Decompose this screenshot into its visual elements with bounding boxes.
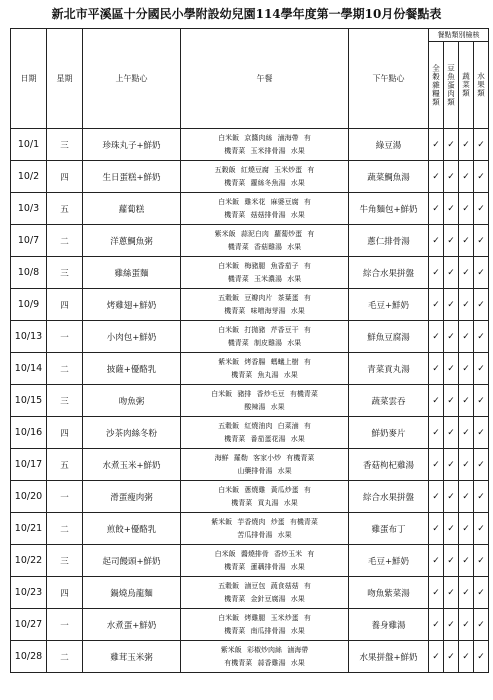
check-protein-mark: ✓: [444, 449, 459, 481]
check-vegetable-mark: ✓: [459, 577, 474, 609]
lunch-cell: [181, 481, 349, 513]
weekday-cell: 三: [47, 545, 83, 577]
check-fruit-mark: ✓: [474, 545, 489, 577]
check-vegetable-mark: ✓: [459, 545, 474, 577]
lunch-cell: [181, 545, 349, 577]
check-protein-mark: ✓: [444, 257, 459, 289]
check-grains-mark: ✓: [429, 353, 444, 385]
check-fruit-mark: ✓: [474, 481, 489, 513]
pm-snack-cell: 毛豆+鮮奶: [349, 289, 429, 321]
check-protein-mark: ✓: [444, 321, 459, 353]
menu-row: [11, 545, 489, 577]
lunch-line: 紫米飯 彩椒炒肉絲 滷海帶: [220, 645, 309, 654]
check-grains-mark: ✓: [429, 257, 444, 289]
check-protein-mark: ✓: [444, 385, 459, 417]
weekday-cell: 一: [47, 609, 83, 641]
lunch-cell: [181, 577, 349, 609]
weekday-cell: 一: [47, 321, 83, 353]
check-vegetable-mark: ✓: [459, 385, 474, 417]
check-grains-mark: ✓: [429, 577, 444, 609]
check-protein-mark: ✓: [444, 193, 459, 225]
pm-snack-cell: 雞蛋布丁: [349, 513, 429, 545]
lunch-cell: [181, 449, 349, 481]
weekday-cell: 三: [47, 257, 83, 289]
date-cell: 10/14: [11, 353, 47, 385]
am-snack-cell: 烤雞翅+鮮奶: [83, 289, 181, 321]
date-cell: 10/8: [11, 257, 47, 289]
weekday-cell: 五: [47, 449, 83, 481]
check-protein-mark: ✓: [444, 577, 459, 609]
lunch-line: 機青菜 蓮藕排骨湯 水果: [224, 562, 305, 571]
date-cell: 10/17: [11, 449, 47, 481]
date-cell: 10/1: [11, 129, 47, 161]
lunch-line: 機青菜 番茄蛋花湯 水果: [224, 434, 305, 443]
lunch-line: 紫米飯 芋香燒肉 炒蛋 有機青菜: [211, 517, 318, 526]
am-snack-cell: 洋蔥鯛魚粥: [83, 225, 181, 257]
check-fruit-mark: ✓: [474, 449, 489, 481]
header-check-vegetable: 蔬菜類: [459, 42, 474, 129]
lunch-line: 機青菜 貢丸湯 水果: [231, 498, 298, 507]
am-snack-cell: 吻魚粥: [83, 385, 181, 417]
am-snack-cell: 蘿蔔糕: [83, 193, 181, 225]
pm-snack-cell: 牛角麵包+鮮奶: [349, 193, 429, 225]
check-fruit-mark: ✓: [474, 225, 489, 257]
page-title: 新北市平溪區十分國民小學附設幼兒園114學年度第一學期10月份餐點表: [51, 7, 442, 21]
check-protein-mark: ✓: [444, 481, 459, 513]
check-grains-mark: ✓: [429, 321, 444, 353]
check-vegetable-mark: ✓: [459, 513, 474, 545]
check-fruit-mark: ✓: [474, 353, 489, 385]
lunch-cell: [181, 225, 349, 257]
header-check-grains: 全穀雜糧類: [429, 42, 444, 129]
check-grains-mark: ✓: [429, 609, 444, 641]
weekday-cell: 四: [47, 289, 83, 321]
pm-snack-cell: 水果拼盤+鮮奶: [349, 641, 429, 673]
date-cell: 10/9: [11, 289, 47, 321]
pm-snack-cell: 青菜貢丸湯: [349, 353, 429, 385]
header-pm-snack: 下午點心: [349, 29, 429, 129]
am-snack-cell: 雞絲蛋麵: [83, 257, 181, 289]
weekday-cell: 一: [47, 481, 83, 513]
menu-row: [11, 449, 489, 481]
pm-snack-cell: 鮮奶麥片: [349, 417, 429, 449]
check-protein-mark: ✓: [444, 545, 459, 577]
lunch-cell: [181, 257, 349, 289]
am-snack-cell: 煎餃+優酪乳: [83, 513, 181, 545]
lunch-line: 白米飯 豬排 香炒毛豆 有機青菜: [211, 389, 318, 398]
lunch-line: 酸辣湯 水果: [244, 402, 285, 411]
lunch-line: 機青菜 味噌海芽湯 水果: [224, 306, 305, 315]
am-snack-cell: 水煮蛋+鮮奶: [83, 609, 181, 641]
pm-snack-cell: 毛豆+鮮奶: [349, 545, 429, 577]
check-protein-mark: ✓: [444, 609, 459, 641]
date-cell: 10/15: [11, 385, 47, 417]
header-check-fruit: 水果類: [474, 42, 489, 129]
check-grains-mark: ✓: [429, 641, 444, 673]
check-protein-mark: ✓: [444, 289, 459, 321]
menu-row: [11, 609, 489, 641]
check-grains-mark: ✓: [429, 417, 444, 449]
check-fruit-mark: ✓: [474, 513, 489, 545]
menu-table: [10, 28, 489, 673]
check-vegetable-mark: ✓: [459, 449, 474, 481]
weekday-cell: 五: [47, 193, 83, 225]
date-cell: 10/23: [11, 577, 47, 609]
check-vegetable-mark: ✓: [459, 129, 474, 161]
lunch-cell: [181, 289, 349, 321]
check-protein-mark: ✓: [444, 225, 459, 257]
lunch-cell: [181, 641, 349, 673]
date-cell: 10/21: [11, 513, 47, 545]
check-grains-mark: ✓: [429, 289, 444, 321]
check-fruit-mark: ✓: [474, 193, 489, 225]
am-snack-cell: 生日蛋糕+鮮奶: [83, 161, 181, 193]
pm-snack-cell: 蔬菜鯛魚湯: [349, 161, 429, 193]
menu-row: [11, 161, 489, 193]
lunch-line: 五穀飯 豆瓣肉片 茶葉蛋 有: [218, 293, 311, 302]
weekday-cell: 二: [47, 353, 83, 385]
menu-row: [11, 289, 489, 321]
lunch-line: 白米飯 醬燒排骨 香炒玉米 有: [214, 549, 315, 558]
check-vegetable-mark: ✓: [459, 289, 474, 321]
pm-snack-cell: 蔥仁排骨湯: [349, 225, 429, 257]
menu-row: [11, 193, 489, 225]
lunch-cell: [181, 385, 349, 417]
check-vegetable-mark: ✓: [459, 161, 474, 193]
menu-row: [11, 385, 489, 417]
check-vegetable-mark: ✓: [459, 193, 474, 225]
lunch-line: 機青菜 金針豆腐湯 水果: [224, 594, 305, 603]
check-grains-mark: ✓: [429, 129, 444, 161]
check-fruit-mark: ✓: [474, 641, 489, 673]
am-snack-cell: 滑蛋瘦肉粥: [83, 481, 181, 513]
date-cell: 10/2: [11, 161, 47, 193]
check-fruit-mark: ✓: [474, 257, 489, 289]
header-date: 日期: [11, 29, 47, 129]
check-vegetable-mark: ✓: [459, 353, 474, 385]
am-snack-cell: 鍋燒烏龍麵: [83, 577, 181, 609]
check-fruit-mark: ✓: [474, 289, 489, 321]
lunch-line: 機青菜 玉米排骨湯 水果: [224, 146, 305, 155]
lunch-cell: [181, 353, 349, 385]
check-fruit-mark: ✓: [474, 609, 489, 641]
lunch-line: 山藥排骨湯 水果: [237, 466, 292, 475]
am-snack-cell: 起司饅頭+鮮奶: [83, 545, 181, 577]
lunch-cell: [181, 417, 349, 449]
am-snack-cell: 水煮玉米+鮮奶: [83, 449, 181, 481]
menu-row: [11, 129, 489, 161]
pm-snack-cell: 蔬菜雲吞: [349, 385, 429, 417]
weekday-cell: 四: [47, 417, 83, 449]
date-cell: 10/22: [11, 545, 47, 577]
date-cell: 10/3: [11, 193, 47, 225]
lunch-line: 機青菜 魚丸湯 水果: [231, 370, 298, 379]
weekday-cell: 二: [47, 513, 83, 545]
lunch-line: 機青菜 菇菇排骨湯 水果: [224, 210, 305, 219]
weekday-cell: 二: [47, 641, 83, 673]
menu-row: [11, 641, 489, 673]
header-weekday: 星期: [47, 29, 83, 129]
header-check-protein: 豆魚蛋肉類: [444, 42, 459, 129]
pm-snack-cell: 香菇枸杞雞湯: [349, 449, 429, 481]
check-grains-mark: ✓: [429, 449, 444, 481]
weekday-cell: 四: [47, 161, 83, 193]
am-snack-cell: 沙茶肉絲冬粉: [83, 417, 181, 449]
check-fruit-mark: ✓: [474, 577, 489, 609]
lunch-line: 五穀飯 紅燒豆腐 玉米炒蛋 有: [214, 165, 315, 174]
check-fruit-mark: ✓: [474, 385, 489, 417]
lunch-cell: [181, 129, 349, 161]
check-fruit-mark: ✓: [474, 161, 489, 193]
lunch-line: 白米飯 梅豬腿 魚香茄子 有: [218, 261, 311, 270]
weekday-cell: 三: [47, 129, 83, 161]
check-grains-mark: ✓: [429, 225, 444, 257]
check-protein-mark: ✓: [444, 417, 459, 449]
header-check-group: 餐點類別檢核: [429, 29, 489, 42]
lunch-line: 苦瓜排骨湯 水果: [237, 530, 292, 539]
menu-row: [11, 257, 489, 289]
am-snack-cell: 雞茸玉米粥: [83, 641, 181, 673]
date-cell: 10/7: [11, 225, 47, 257]
check-grains-mark: ✓: [429, 161, 444, 193]
lunch-line: 有機青菜 蒜香雞湯 水果: [224, 658, 305, 667]
lunch-line: 紫米飯 烤香腸 螞蟻上樹 有: [218, 357, 311, 366]
date-cell: 10/28: [11, 641, 47, 673]
check-protein-mark: ✓: [444, 641, 459, 673]
lunch-line: 五穀飯 滷豆包 蔬食菇菇 有: [218, 581, 311, 590]
check-fruit-mark: ✓: [474, 129, 489, 161]
check-grains-mark: ✓: [429, 545, 444, 577]
weekday-cell: 四: [47, 577, 83, 609]
check-vegetable-mark: ✓: [459, 417, 474, 449]
header-am-snack: 上午點心: [83, 29, 181, 129]
date-cell: 10/27: [11, 609, 47, 641]
lunch-line: 白米飯 雞米花 麻婆豆腐 有: [218, 197, 311, 206]
lunch-line: 機青菜 南瓜排骨湯 水果: [224, 626, 305, 635]
pm-snack-cell: 綠豆湯: [349, 129, 429, 161]
menu-body: [11, 129, 489, 673]
check-fruit-mark: ✓: [474, 321, 489, 353]
check-vegetable-mark: ✓: [459, 609, 474, 641]
check-vegetable-mark: ✓: [459, 225, 474, 257]
pm-snack-cell: 吻魚紫菜湯: [349, 577, 429, 609]
lunch-line: 機青菜 玉米濃湯 水果: [227, 274, 302, 283]
am-snack-cell: 珍珠丸子+鮮奶: [83, 129, 181, 161]
date-cell: 10/13: [11, 321, 47, 353]
lunch-cell: [181, 609, 349, 641]
menu-row: [11, 321, 489, 353]
date-cell: 10/20: [11, 481, 47, 513]
check-protein-mark: ✓: [444, 129, 459, 161]
lunch-line: 白米飯 蔥燒雞 黃瓜炒蛋 有: [218, 485, 311, 494]
weekday-cell: 二: [47, 225, 83, 257]
check-grains-mark: ✓: [429, 193, 444, 225]
lunch-cell: [181, 513, 349, 545]
menu-row: [11, 513, 489, 545]
menu-row: [11, 417, 489, 449]
lunch-line: 白米飯 烤雞腿 玉米炒蛋 有: [218, 613, 311, 622]
pm-snack-cell: 養身雞湯: [349, 609, 429, 641]
am-snack-cell: 披薩+優酪乳: [83, 353, 181, 385]
check-vegetable-mark: ✓: [459, 481, 474, 513]
check-vegetable-mark: ✓: [459, 641, 474, 673]
menu-row: [11, 481, 489, 513]
lunch-line: 白米飯 京醬肉絲 滷海帶 有: [218, 133, 311, 142]
header-lunch: 午餐: [181, 29, 349, 129]
menu-row: [11, 577, 489, 609]
lunch-line: 機青菜 制皮雞湯 水果: [227, 338, 302, 347]
check-grains-mark: ✓: [429, 385, 444, 417]
pm-snack-cell: 綜合水果拼盤: [349, 481, 429, 513]
lunch-line: 機青菜 香菇雞湯 水果: [227, 242, 302, 251]
check-protein-mark: ✓: [444, 353, 459, 385]
date-cell: 10/16: [11, 417, 47, 449]
check-vegetable-mark: ✓: [459, 257, 474, 289]
lunch-line: 白米飯 打拋豬 芹香豆干 有: [218, 325, 311, 334]
weekday-cell: 三: [47, 385, 83, 417]
lunch-line: 海鮮 羅勒 客家小炒 有機青菜: [214, 453, 315, 462]
pm-snack-cell: 鮮魚豆腐湯: [349, 321, 429, 353]
am-snack-cell: 小肉包+鮮奶: [83, 321, 181, 353]
check-fruit-mark: ✓: [474, 417, 489, 449]
check-grains-mark: ✓: [429, 513, 444, 545]
check-protein-mark: ✓: [444, 161, 459, 193]
menu-row: [11, 225, 489, 257]
lunch-cell: [181, 321, 349, 353]
pm-snack-cell: 綜合水果拼盤: [349, 257, 429, 289]
check-grains-mark: ✓: [429, 481, 444, 513]
check-vegetable-mark: ✓: [459, 321, 474, 353]
lunch-line: 紫米飯 蒜泥白肉 蘿蔔炒蛋 有: [214, 229, 315, 238]
lunch-line: 五穀飯 紅燒油肉 白菜滷 有: [218, 421, 311, 430]
check-protein-mark: ✓: [444, 513, 459, 545]
lunch-cell: [181, 161, 349, 193]
lunch-line: 機青菜 蘿絲冬魚湯 水果: [224, 178, 305, 187]
menu-row: [11, 353, 489, 385]
lunch-cell: [181, 193, 349, 225]
